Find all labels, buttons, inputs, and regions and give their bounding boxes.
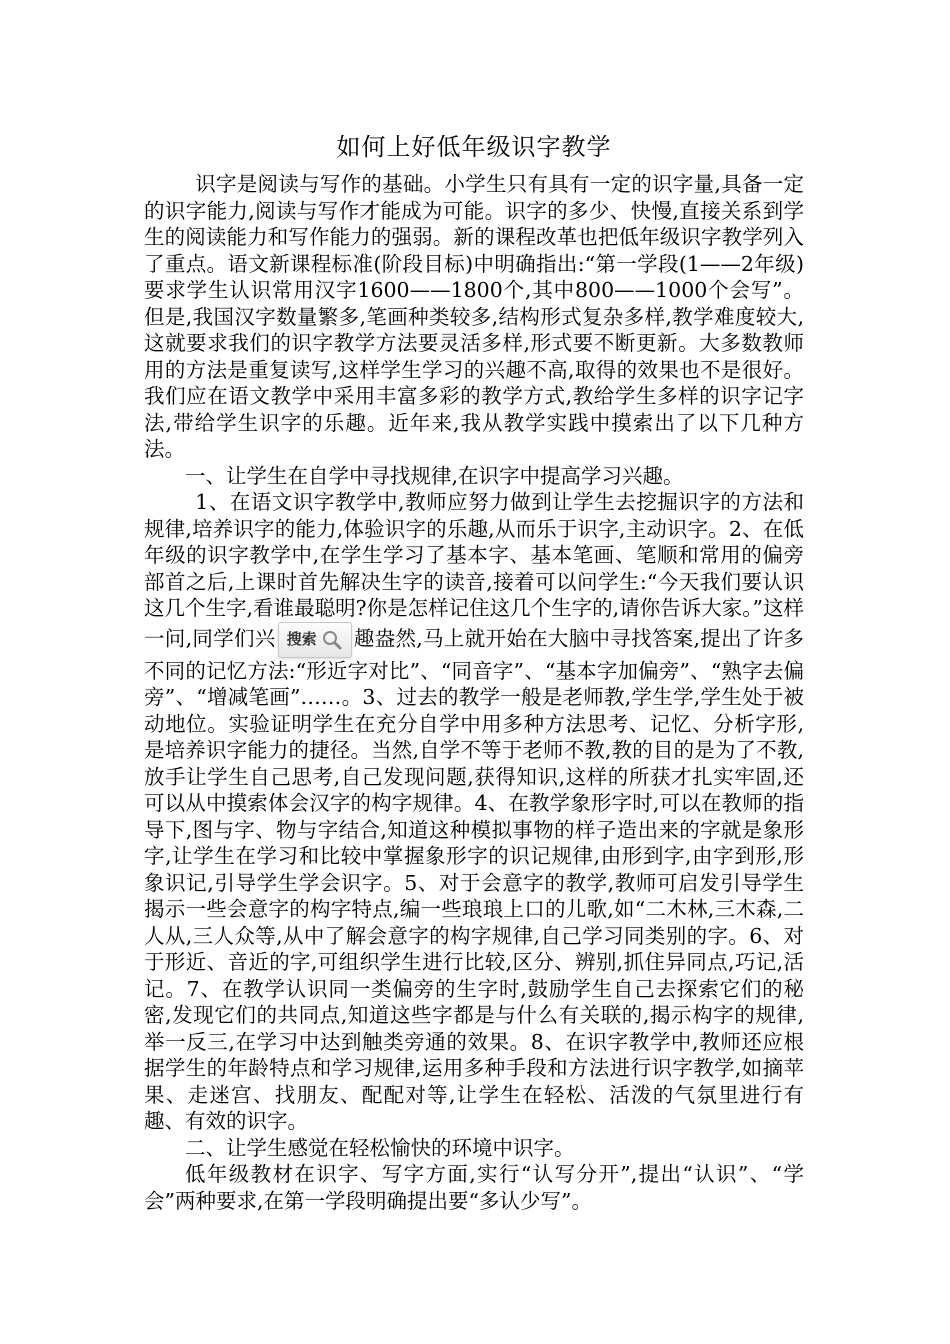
search-button[interactable] [278,622,352,658]
section-heading-2: 二、让学生感觉在轻松愉快的环境中识字。 [185,1135,575,1160]
section1-text-part1: 1、在语文识字教学中,教师应努力做到让学生去挖掘识字的方法和规律,培养识字的能力,体验识字的乐趣,从而乐于识字,主动识字。2、在低年级的识字教学中,在学生学习了基本字、基本笔画、笔顺和常用的偏旁部首之后,上课时首先解决生字的读音,接着可以问学生:“今天我们要认识这几个生字,看谁最聪明?你是怎样记住这几个生字的,请你告诉大家。”这样一问,同学们兴 [144,490,804,650]
section2-paragraph: 低年级教材在识字、写字方面,实行“认写分开”,提出“认识”、“学会”两种要求,在第一学段明确提出要“多认少写”。 [144,1162,804,1213]
document-title: 如何上好低年级识字教学 [336,133,612,161]
magnifier-icon [321,629,343,651]
section1-text-part2: 趣盎然,马上就开始在大脑中寻找答案,提出了许多不同的记忆方法:“形近字对比”、“同音字”、“基本字加偏旁”、“熟字去偏旁”、“增减笔画”……。3、过去的教学一般是老师教,学生学,学生处于被动地位。实验证明学生在充分自学中用多种方法思考、记忆、分析字形,是培养识字能力的捷径。当然,自学不等于老师不教,教的目的是为了不教,放手让学生自己思考,自己发现问题,获得知识,这样的所获才扎实牢固,还可以从中摸索体会汉字的构字规律。4、在教学象形字时,可以在教师的指导下,图与字、物与字结合,知道这种模拟事物的样子造出来的字就是象形字,让学生在学习和比较中掌握象形字的识记规律,由形到字,由字到形,形象识记,引导学生学会识字。5、对于会意字的教学,教师可启发引导学生揭示一些会意字的构字特点,编一些琅琅上口的儿歌,如“二木林,三木森,二人从,三人众等,从中了解会意字的构字规律,自己学习同类别的字。6、对于形近、音近的字,可组织学生进行比较,区分、辨别,抓住异同点,巧记,活记。7、在教学认识同一类偏旁的生字时,鼓励学生自己去探索它们的秘密,发现它们的共同点,知道这些字都是与什么有关联的,揭示构字的规律,举一反三,在学习中达到触类旁通的效果。8、在识字教学中,教师还应根据学生的年龄特点和学习规律,运用多种手段和方法进行识字教学,如摘苹果、走迷宫、找朋友、配配对等,让学生在轻松、活泼的气氛里进行有趣、有效的识字。 [144,626,804,1133]
intro-paragraph: 识字是阅读与写作的基础。小学生只有具有一定的识字量,具备一定的识字能力,阅读与写作才能成为可能。识字的多少、快慢,直接关系到学生的阅读能力和写作能力的强弱。新的课程改革也把低年级识字教学列入了重点。语文新课程标准(阶段目标)中明确指出:“第一学段(1——2年级)要求学生认识常用汉字1600——1800个,其中800——1000个会写”。但是,我国汉字数量繁多,笔画种类较多,结构形式复杂多样,教学难度较大,这就要求我们的识字教学方法要灵活多样,形式要不断更新。大多数教师用的方法是重复读写,这样学生学习的兴趣不高,取得的效果也不是很好。我们应在语文教学中采用丰富多彩的教学方式,教给学生多样的识字记字法,带给学生识字的乐趣。近年来,我从教学实践中摸索出了以下几种方法。 [144,172,804,461]
section1-paragraph [144,489,804,1135]
document-body [144,171,804,1214]
section-heading-1: 一、让学生在自学中寻找规律,在识字中提高学习兴趣。 [185,463,684,488]
search-button-label: 搜索 [286,630,317,648]
